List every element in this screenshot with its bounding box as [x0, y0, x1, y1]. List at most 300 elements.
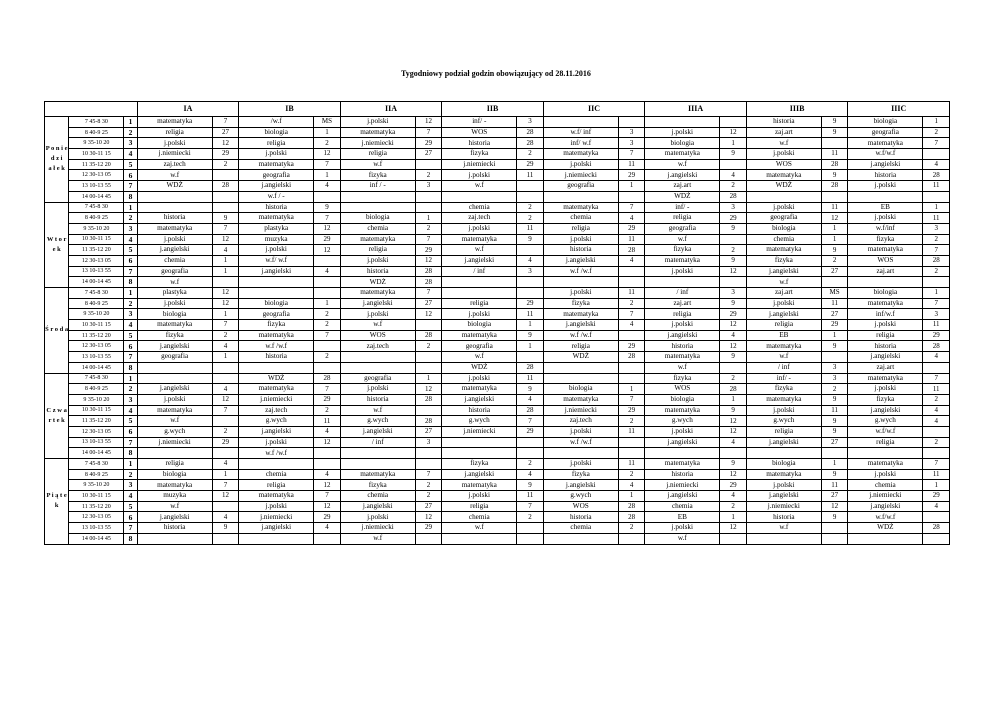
room-cell — [415, 320, 442, 331]
subject-cell: j.angielski — [239, 523, 314, 534]
subject-cell: w.f — [340, 320, 415, 331]
subject-cell: / inf — [746, 362, 821, 373]
subject-cell: fizyka — [137, 330, 212, 341]
room-cell: 9 — [517, 480, 543, 491]
subject-cell: chemia — [340, 223, 415, 234]
subject-cell: religia — [848, 330, 923, 341]
subject-cell: /w.f — [239, 117, 314, 128]
subject-cell: matematyka — [746, 341, 821, 352]
room-cell: 29 — [618, 405, 645, 416]
lesson-row — [45, 266, 950, 277]
room-cell: 4 — [618, 320, 645, 331]
room-cell: 7 — [415, 234, 442, 245]
room-cell — [212, 373, 239, 384]
subject-cell: zaj.tech — [543, 416, 618, 427]
subject-cell: w.f/ w.f — [239, 255, 314, 266]
subject-cell: j.angielski — [746, 437, 821, 448]
room-cell: 12 — [415, 117, 442, 128]
room-cell: 12 — [212, 288, 239, 299]
subject-cell: j.angielski — [340, 426, 415, 437]
subject-cell: zaj.tech — [340, 341, 415, 352]
lesson-time: 12 30-13 05 — [69, 255, 124, 266]
subject-cell: g.wych — [442, 416, 517, 427]
room-cell — [212, 533, 239, 544]
lesson-number: 6 — [124, 170, 137, 181]
room-cell: 7 — [923, 138, 950, 149]
subject-cell: biologia — [137, 469, 212, 480]
subject-cell — [645, 448, 720, 459]
day-label: C z w a r t e k — [45, 373, 69, 459]
room-cell: 29 — [517, 159, 543, 170]
room-cell — [212, 191, 239, 202]
lesson-number: 4 — [124, 320, 137, 331]
room-cell: 7 — [212, 117, 239, 128]
subject-cell — [137, 448, 212, 459]
subject-cell: j.angielski — [442, 255, 517, 266]
room-cell: 3 — [517, 266, 543, 277]
subject-cell: j.angielski — [543, 480, 618, 491]
subject-cell: matematyka — [137, 223, 212, 234]
subject-cell: w.f — [442, 523, 517, 534]
subject-cell: matematyka — [442, 234, 517, 245]
subject-cell: j.polski — [239, 437, 314, 448]
subject-cell: w.f — [137, 501, 212, 512]
subject-cell — [848, 448, 923, 459]
subject-cell: WDŻ — [848, 523, 923, 534]
room-cell — [821, 191, 847, 202]
lesson-number: 2 — [124, 469, 137, 480]
subject-cell: fizyka — [746, 255, 821, 266]
subject-cell: w.f — [645, 159, 720, 170]
room-cell: 2 — [923, 266, 950, 277]
room-cell: 29 — [720, 213, 746, 224]
subject-cell: j.niemiecki — [442, 159, 517, 170]
class-header: IB — [239, 102, 341, 117]
lesson-number: 1 — [124, 202, 137, 213]
subject-cell: j.angielski — [543, 255, 618, 266]
subject-cell: j.angielski — [848, 405, 923, 416]
room-cell: 9 — [517, 330, 543, 341]
subject-cell: j.polski — [239, 501, 314, 512]
lesson-time: 11 35-12 20 — [69, 416, 124, 427]
subject-cell: biologia — [645, 394, 720, 405]
room-cell: 1 — [415, 213, 442, 224]
room-cell: 11 — [923, 384, 950, 395]
room-cell — [821, 523, 847, 534]
subject-cell: WDŻ — [239, 373, 314, 384]
room-cell — [415, 448, 442, 459]
subject-cell: g.wych — [340, 416, 415, 427]
subject-cell: matematyka — [848, 298, 923, 309]
subject-cell — [340, 191, 415, 202]
room-cell: 3 — [415, 437, 442, 448]
lesson-number: 1 — [124, 373, 137, 384]
subject-cell: matematyka — [239, 384, 314, 395]
room-cell: 12 — [415, 384, 442, 395]
room-cell: 3 — [517, 117, 543, 128]
subject-cell: j.polski — [340, 117, 415, 128]
lesson-time: 8 40-9 25 — [69, 127, 124, 138]
subject-cell: fizyka — [340, 170, 415, 181]
subject-cell: j.polski — [442, 491, 517, 502]
room-cell: 4 — [212, 245, 239, 256]
subject-cell: WDŻ — [543, 352, 618, 363]
subject-cell: w.f — [645, 362, 720, 373]
room-cell: 2 — [923, 234, 950, 245]
subject-cell: matematyka — [239, 159, 314, 170]
subject-cell: matematyka — [137, 480, 212, 491]
room-cell — [618, 533, 645, 544]
subject-cell — [442, 533, 517, 544]
subject-cell — [746, 191, 821, 202]
subject-cell: j.polski — [340, 512, 415, 523]
lesson-time: 12 30-13 05 — [69, 341, 124, 352]
room-cell: 1 — [212, 469, 239, 480]
subject-cell: WOS — [442, 127, 517, 138]
subject-cell: w.f — [746, 523, 821, 534]
subject-cell: biologia — [848, 117, 923, 128]
room-cell — [415, 191, 442, 202]
room-cell: 9 — [720, 459, 746, 470]
room-cell: 4 — [212, 459, 239, 470]
room-cell: 4 — [720, 330, 746, 341]
room-cell: 11 — [821, 149, 847, 160]
subject-cell — [239, 277, 314, 288]
room-cell — [415, 352, 442, 363]
room-cell: 2 — [415, 480, 442, 491]
subject-cell: w.f — [340, 159, 415, 170]
subject-cell: WDŻ — [137, 181, 212, 192]
subject-cell: matematyka — [340, 469, 415, 480]
room-cell: 1 — [212, 266, 239, 277]
room-cell: 11 — [923, 213, 950, 224]
subject-cell: j.polski — [645, 320, 720, 331]
room-cell: 12 — [720, 320, 746, 331]
lesson-number: 4 — [124, 149, 137, 160]
subject-cell: matematyka — [442, 384, 517, 395]
subject-cell: j.niemiecki — [848, 491, 923, 502]
subject-cell: matematyka — [340, 127, 415, 138]
subject-cell — [543, 373, 618, 384]
subject-cell: plastyka — [137, 288, 212, 299]
room-cell — [415, 533, 442, 544]
room-cell: 7 — [923, 245, 950, 256]
subject-cell: geografia — [239, 170, 314, 181]
subject-cell: j.polski — [645, 523, 720, 534]
lesson-row — [45, 416, 950, 427]
subject-cell: j.polski — [340, 255, 415, 266]
room-cell: 1 — [314, 298, 341, 309]
subject-cell: chemia — [645, 501, 720, 512]
subject-cell: chemia — [442, 202, 517, 213]
room-cell: 29 — [720, 480, 746, 491]
room-cell: 27 — [415, 501, 442, 512]
subject-cell: chemia — [543, 213, 618, 224]
room-cell: 9 — [720, 255, 746, 266]
subject-cell: fizyka — [442, 149, 517, 160]
subject-cell: j.niemiecki — [543, 405, 618, 416]
lesson-number: 7 — [124, 352, 137, 363]
room-cell: 28 — [720, 191, 746, 202]
room-cell — [415, 202, 442, 213]
subject-cell — [442, 437, 517, 448]
subject-cell: w.f /w.f — [239, 341, 314, 352]
lesson-number: 3 — [124, 394, 137, 405]
room-cell: 27 — [212, 127, 239, 138]
subject-cell: w.f /w.f — [543, 266, 618, 277]
room-cell: 1 — [821, 330, 847, 341]
subject-cell: w.f — [137, 277, 212, 288]
room-cell: 3 — [821, 373, 847, 384]
room-cell: 2 — [517, 512, 543, 523]
subject-cell: j.polski — [848, 181, 923, 192]
room-cell — [517, 245, 543, 256]
subject-cell: j.niemiecki — [137, 149, 212, 160]
lesson-row — [45, 191, 950, 202]
class-header: IIIA — [645, 102, 747, 117]
room-cell: 2 — [923, 437, 950, 448]
room-cell: 2 — [618, 416, 645, 427]
subject-cell — [340, 448, 415, 459]
room-cell: 28 — [923, 341, 950, 352]
lesson-row — [45, 245, 950, 256]
room-cell — [517, 533, 543, 544]
room-cell — [821, 352, 847, 363]
lesson-number: 1 — [124, 117, 137, 128]
room-cell — [618, 373, 645, 384]
lesson-number: 2 — [124, 384, 137, 395]
subject-cell: / inf — [442, 266, 517, 277]
subject-cell: biologia — [645, 138, 720, 149]
subject-cell: fizyka — [848, 394, 923, 405]
room-cell — [618, 277, 645, 288]
lesson-time: 14 00-14 45 — [69, 448, 124, 459]
room-cell — [212, 416, 239, 427]
class-header: IIA — [340, 102, 442, 117]
room-cell — [618, 191, 645, 202]
subject-cell: EB — [746, 330, 821, 341]
room-cell: 28 — [618, 352, 645, 363]
subject-cell: historia — [848, 341, 923, 352]
room-cell — [923, 426, 950, 437]
room-cell: 7 — [618, 202, 645, 213]
room-cell: 12 — [720, 341, 746, 352]
subject-cell: j.polski — [746, 480, 821, 491]
lesson-time: 10 30-11 15 — [69, 405, 124, 416]
lesson-time: 11 35-12 20 — [69, 330, 124, 341]
room-cell: 12 — [314, 245, 341, 256]
subject-cell — [239, 288, 314, 299]
room-cell — [314, 341, 341, 352]
room-cell — [821, 448, 847, 459]
room-cell: 4 — [923, 501, 950, 512]
lesson-row — [45, 533, 950, 544]
room-cell: 7 — [314, 330, 341, 341]
subject-cell: w.f — [340, 533, 415, 544]
subject-cell: fizyka — [340, 480, 415, 491]
subject-cell — [746, 533, 821, 544]
subject-cell: j.angielski — [137, 341, 212, 352]
subject-cell — [848, 277, 923, 288]
subject-cell: historia — [340, 266, 415, 277]
room-cell: 7 — [517, 416, 543, 427]
lesson-row — [45, 202, 950, 213]
room-cell: 28 — [212, 181, 239, 192]
subject-cell: biologia — [340, 213, 415, 224]
room-cell: 9 — [212, 213, 239, 224]
subject-cell: inf / - — [340, 181, 415, 192]
subject-cell: j.angielski — [645, 437, 720, 448]
lesson-time: 7 45-8 30 — [69, 373, 124, 384]
room-cell: 9 — [821, 341, 847, 352]
subject-cell: religia — [543, 223, 618, 234]
lesson-row — [45, 309, 950, 320]
subject-cell: g.wych — [543, 491, 618, 502]
room-cell: 3 — [923, 223, 950, 234]
lesson-time: 14 00-14 45 — [69, 362, 124, 373]
room-cell: 29 — [618, 341, 645, 352]
room-cell: 4 — [720, 437, 746, 448]
subject-cell: w.f/w.f — [848, 149, 923, 160]
lesson-time: 14 00-14 45 — [69, 191, 124, 202]
lesson-number: 3 — [124, 223, 137, 234]
subject-cell — [239, 459, 314, 470]
room-cell: 2 — [821, 255, 847, 266]
room-cell — [618, 117, 645, 128]
subject-cell: j.angielski — [442, 469, 517, 480]
subject-cell: matematyka — [340, 234, 415, 245]
lesson-row — [45, 373, 950, 384]
lesson-row — [45, 491, 950, 502]
subject-cell: w.f — [746, 352, 821, 363]
lesson-number: 5 — [124, 416, 137, 427]
subject-cell: / inf — [645, 288, 720, 299]
room-cell: 11 — [821, 405, 847, 416]
subject-cell: j.angielski — [645, 491, 720, 502]
room-cell — [923, 277, 950, 288]
room-cell: 29 — [517, 298, 543, 309]
lesson-row — [45, 362, 950, 373]
subject-cell: fizyka — [239, 320, 314, 331]
room-cell: 4 — [618, 480, 645, 491]
subject-cell: matematyka — [848, 459, 923, 470]
room-cell: 1 — [618, 384, 645, 395]
lesson-time: 13 10-13 55 — [69, 266, 124, 277]
room-cell: 1 — [314, 127, 341, 138]
lesson-time: 10 30-11 15 — [69, 491, 124, 502]
lesson-row — [45, 320, 950, 331]
room-cell: 11 — [923, 181, 950, 192]
subject-cell: zaj.tech — [137, 159, 212, 170]
lesson-time: 14 00-14 45 — [69, 277, 124, 288]
room-cell: 4 — [517, 394, 543, 405]
subject-cell: j.angielski — [848, 352, 923, 363]
subject-cell: matematyka — [848, 138, 923, 149]
room-cell — [314, 448, 341, 459]
subject-cell: fizyka — [543, 298, 618, 309]
subject-cell: WDŻ — [746, 181, 821, 192]
class-header: IIB — [442, 102, 544, 117]
room-cell: 7 — [314, 491, 341, 502]
room-cell: 1 — [314, 170, 341, 181]
lesson-time: 8 40-9 25 — [69, 384, 124, 395]
subject-cell: fizyka — [746, 384, 821, 395]
room-cell: 1 — [923, 202, 950, 213]
room-cell: 12 — [212, 138, 239, 149]
lesson-row — [45, 138, 950, 149]
lesson-time: 11 35-12 20 — [69, 159, 124, 170]
room-cell: 11 — [821, 298, 847, 309]
room-cell: 28 — [314, 373, 341, 384]
day-label: W t o r e k — [45, 202, 69, 288]
subject-cell: j.niemiecki — [340, 138, 415, 149]
room-cell: 4 — [314, 181, 341, 192]
lesson-time: 12 30-13 05 — [69, 170, 124, 181]
room-cell: 27 — [821, 491, 847, 502]
subject-cell: matematyka — [645, 459, 720, 470]
lesson-row — [45, 512, 950, 523]
subject-cell: WOS — [543, 501, 618, 512]
room-cell: 2 — [415, 341, 442, 352]
subject-cell: inf/ - — [645, 202, 720, 213]
subject-cell: WOS — [848, 255, 923, 266]
subject-cell: historia — [543, 512, 618, 523]
room-cell: 28 — [415, 330, 442, 341]
room-cell: 11 — [923, 320, 950, 331]
lesson-number: 4 — [124, 234, 137, 245]
subject-cell — [442, 448, 517, 459]
lesson-time: 9 35-10 20 — [69, 480, 124, 491]
room-cell: 1 — [212, 309, 239, 320]
subject-cell: j.polski — [137, 298, 212, 309]
room-cell — [720, 159, 746, 170]
subject-cell: religia — [137, 459, 212, 470]
subject-cell: zaj.art — [645, 298, 720, 309]
lesson-time: 11 35-12 20 — [69, 501, 124, 512]
room-cell: 7 — [212, 480, 239, 491]
subject-cell: j.polski — [848, 320, 923, 331]
subject-cell: chemia — [746, 234, 821, 245]
subject-cell: historia — [442, 138, 517, 149]
room-cell: 28 — [618, 245, 645, 256]
room-cell: 29 — [314, 512, 341, 523]
subject-cell: j.polski — [645, 426, 720, 437]
room-cell: 7 — [923, 298, 950, 309]
room-cell: 11 — [618, 159, 645, 170]
subject-cell: j.angielski — [239, 266, 314, 277]
subject-cell: j.angielski — [746, 266, 821, 277]
room-cell: 2 — [720, 373, 746, 384]
subject-cell: geografia — [746, 213, 821, 224]
lesson-number: 2 — [124, 213, 137, 224]
subject-cell: w.f/w.f — [848, 512, 923, 523]
room-cell: MS — [314, 117, 341, 128]
room-cell — [720, 117, 746, 128]
room-cell: 2 — [314, 138, 341, 149]
room-cell — [517, 437, 543, 448]
lesson-time: 11 35-12 20 — [69, 245, 124, 256]
lesson-time: 8 40-9 25 — [69, 213, 124, 224]
lesson-number: 8 — [124, 277, 137, 288]
class-header: IIIB — [746, 102, 848, 117]
subject-cell: j.niemiecki — [137, 437, 212, 448]
subject-cell — [442, 288, 517, 299]
lesson-time: 7 45-8 30 — [69, 202, 124, 213]
subject-cell: biologia — [746, 223, 821, 234]
subject-cell: geografia — [543, 181, 618, 192]
lesson-time: 7 45-8 30 — [69, 288, 124, 299]
lesson-row — [45, 277, 950, 288]
